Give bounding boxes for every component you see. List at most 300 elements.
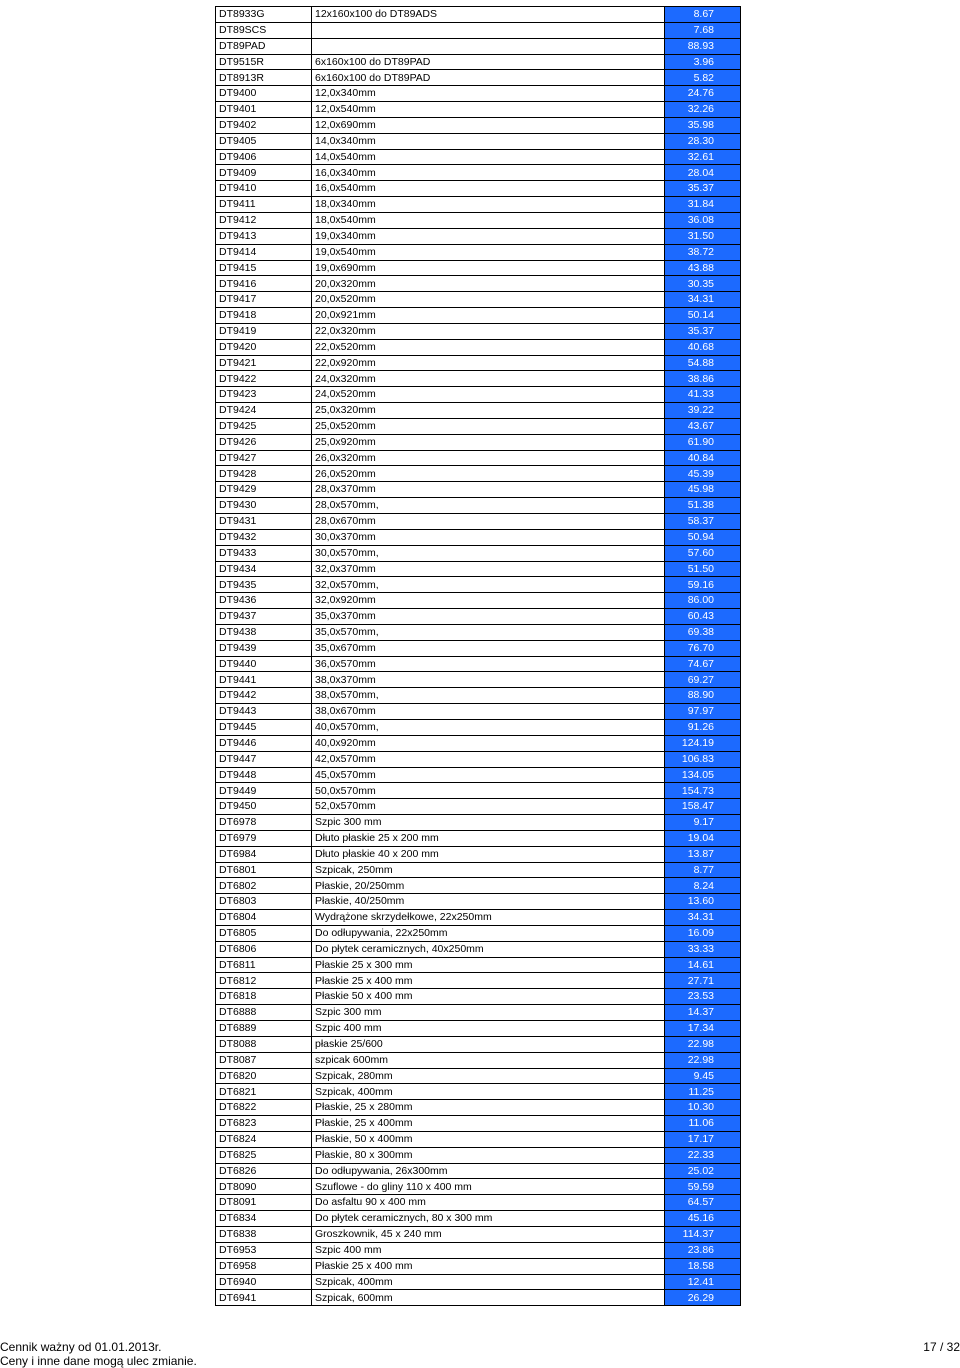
description-cell: 45,0x570mm [312,767,665,783]
product-code-cell: DT9442 [216,688,312,704]
price-cell: 16.09 [665,925,741,941]
product-code-cell: DT9433 [216,545,312,561]
price-cell: 22.98 [665,1052,741,1068]
table-row [216,688,741,704]
description-cell: Szpic 400 mm [312,1021,665,1037]
table-row [216,609,741,625]
product-code-cell: DT6825 [216,1147,312,1163]
description-cell: Szpicak, 280mm [312,1068,665,1084]
description-cell: 52,0x570mm [312,799,665,815]
description-cell: 32,0x370mm [312,561,665,577]
description-cell: Płaskie, 80 x 300mm [312,1147,665,1163]
table-row [216,973,741,989]
product-code-cell: DT9405 [216,133,312,149]
price-cell: 25.02 [665,1163,741,1179]
product-code-cell: DT9437 [216,609,312,625]
price-cell: 13.87 [665,846,741,862]
product-code-cell: DT6953 [216,1242,312,1258]
table-row [216,751,741,767]
product-code-cell: DT9423 [216,387,312,403]
product-code-cell: DT6806 [216,941,312,957]
product-code-cell: DT6958 [216,1258,312,1274]
product-code-cell: DT9449 [216,783,312,799]
table-row [216,7,741,23]
product-code-cell: DT6940 [216,1274,312,1290]
price-cell: 11.06 [665,1116,741,1132]
table-row [216,656,741,672]
table-row [216,1068,741,1084]
description-cell: Płaskie, 25 x 280mm [312,1100,665,1116]
description-cell: Wydrążone skrzydełkowe, 22x250mm [312,910,665,926]
table-row [216,228,741,244]
description-cell: 32,0x570mm, [312,577,665,593]
description-cell: 12,0x340mm [312,86,665,102]
price-cell: 50.94 [665,529,741,545]
table-row [216,561,741,577]
table-row [216,387,741,403]
price-cell: 33.33 [665,941,741,957]
product-code-cell: DT9401 [216,102,312,118]
description-cell: 22,0x920mm [312,355,665,371]
product-code-cell: DT9441 [216,672,312,688]
price-cell: 38.86 [665,371,741,387]
price-cell: 24.76 [665,86,741,102]
price-cell: 28.30 [665,133,741,149]
table-row [216,133,741,149]
price-cell: 8.67 [665,7,741,23]
description-cell: Płaskie, 50 x 400mm [312,1131,665,1147]
price-cell: 76.70 [665,640,741,656]
price-cell: 35.98 [665,117,741,133]
table-row [216,117,741,133]
description-cell: 28,0x370mm [312,482,665,498]
product-code-cell: DT9429 [216,482,312,498]
table-row [216,38,741,54]
description-cell: 22,0x520mm [312,339,665,355]
table-row [216,1131,741,1147]
table-row [216,418,741,434]
description-cell: 12x160x100 do DT89ADS [312,7,665,23]
product-code-cell: DT9413 [216,228,312,244]
description-cell: 38,0x370mm [312,672,665,688]
price-cell: 10.30 [665,1100,741,1116]
table-row [216,371,741,387]
table-row [216,434,741,450]
price-cell: 64.57 [665,1195,741,1211]
price-cell: 134.05 [665,767,741,783]
product-code-cell: DT9414 [216,244,312,260]
table-row [216,149,741,165]
description-cell: 6x160x100 do DT89PAD [312,54,665,70]
product-code-cell: DT6804 [216,910,312,926]
table-row [216,1226,741,1242]
price-cell: 60.43 [665,609,741,625]
description-cell: 19,0x540mm [312,244,665,260]
product-code-cell: DT9515R [216,54,312,70]
table-row [216,846,741,862]
price-cell: 69.38 [665,624,741,640]
product-code-cell: DT9439 [216,640,312,656]
description-cell: 16,0x540mm [312,181,665,197]
table-row [216,212,741,228]
description-cell: 42,0x570mm [312,751,665,767]
product-code-cell: DT9420 [216,339,312,355]
price-cell: 51.38 [665,498,741,514]
description-cell: Płaskie, 25 x 400mm [312,1116,665,1132]
product-code-cell: DT9431 [216,514,312,530]
table-row [216,1258,741,1274]
product-code-cell: DT9409 [216,165,312,181]
description-cell: 40,0x920mm [312,735,665,751]
table-row [216,862,741,878]
product-code-cell: DT6984 [216,846,312,862]
product-code-cell: DT6811 [216,957,312,973]
table-row [216,1179,741,1195]
price-cell: 32.26 [665,102,741,118]
description-cell: Szpic 300 mm [312,815,665,831]
footer-page-number: 17 / 32 [923,1340,960,1354]
table-row [216,957,741,973]
product-code-cell: DT8091 [216,1195,312,1211]
table-row [216,1163,741,1179]
price-cell: 7.68 [665,22,741,38]
table-row [216,1036,741,1052]
price-cell: 19.04 [665,830,741,846]
table-row [216,989,741,1005]
table-row [216,529,741,545]
table-row [216,1021,741,1037]
table-row [216,403,741,419]
description-cell: 32,0x920mm [312,593,665,609]
description-cell: 38,0x570mm, [312,688,665,704]
product-code-cell: DT9415 [216,260,312,276]
description-cell: 30,0x370mm [312,529,665,545]
table-row [216,640,741,656]
price-cell: 23.53 [665,989,741,1005]
price-cell: 74.67 [665,656,741,672]
price-cell: 3.96 [665,54,741,70]
price-cell: 13.60 [665,894,741,910]
description-cell: 40,0x570mm, [312,719,665,735]
table-row [216,1100,741,1116]
product-code-cell: DT6803 [216,894,312,910]
price-cell: 9.17 [665,815,741,831]
description-cell: Szpicak, 250mm [312,862,665,878]
table-row [216,181,741,197]
table-row [216,308,741,324]
product-code-cell: DT9450 [216,799,312,815]
product-code-cell: DT6812 [216,973,312,989]
product-code-cell: DT6822 [216,1100,312,1116]
product-code-cell: DT6821 [216,1084,312,1100]
table-row [216,1116,741,1132]
table-row [216,244,741,260]
price-cell: 43.88 [665,260,741,276]
table-row [216,767,741,783]
price-cell: 40.68 [665,339,741,355]
price-table [215,6,741,1306]
price-cell: 59.16 [665,577,741,593]
product-code-cell: DT9443 [216,704,312,720]
product-code-cell: DT6941 [216,1290,312,1306]
product-code-cell: DT6826 [216,1163,312,1179]
product-code-cell: DT6801 [216,862,312,878]
product-code-cell: DT6978 [216,815,312,831]
price-cell: 88.90 [665,688,741,704]
description-cell: Szpic 400 mm [312,1242,665,1258]
footer-disclaimer: Ceny i inne dane mogą ulec zmianie. [0,1354,197,1368]
description-cell: Szpic 300 mm [312,1005,665,1021]
table-row [216,197,741,213]
description-cell: 18,0x340mm [312,197,665,213]
description-cell: 24,0x520mm [312,387,665,403]
description-cell: 26,0x520mm [312,466,665,482]
price-cell: 17.17 [665,1131,741,1147]
product-code-cell: DT6834 [216,1211,312,1227]
product-code-cell: DT9430 [216,498,312,514]
description-cell: Dłuto płaskie 25 x 200 mm [312,830,665,846]
price-cell: 14.61 [665,957,741,973]
table-row [216,70,741,86]
table-row [216,830,741,846]
description-cell: Płaskie, 40/250mm [312,894,665,910]
product-code-cell: DT9419 [216,323,312,339]
product-code-cell: DT6818 [216,989,312,1005]
price-cell: 114.37 [665,1226,741,1242]
description-cell: Do płytek ceramicznych, 40x250mm [312,941,665,957]
description-cell: Dłuto płaskie 40 x 200 mm [312,846,665,862]
description-cell: 25,0x520mm [312,418,665,434]
product-code-cell: DT6824 [216,1131,312,1147]
description-cell: Do odłupywania, 26x300mm [312,1163,665,1179]
table-row [216,54,741,70]
description-cell: 36,0x570mm [312,656,665,672]
description-cell: Płaskie 50 x 400 mm [312,989,665,1005]
description-cell: 12,0x690mm [312,117,665,133]
price-cell: 39.22 [665,403,741,419]
table-row [216,799,741,815]
product-code-cell: DT9434 [216,561,312,577]
product-code-cell: DT6805 [216,925,312,941]
description-cell [312,38,665,54]
description-cell: 22,0x320mm [312,323,665,339]
product-code-cell: DT89SCS [216,22,312,38]
description-cell: Do płytek ceramicznych, 80 x 300 mm [312,1211,665,1227]
product-code-cell: DT9411 [216,197,312,213]
table-row [216,276,741,292]
description-cell: Szuflowe - do gliny 110 x 400 mm [312,1179,665,1195]
description-cell: Szpicak, 600mm [312,1290,665,1306]
table-row [216,86,741,102]
product-code-cell: DT9410 [216,181,312,197]
price-cell: 31.84 [665,197,741,213]
table-row [216,878,741,894]
price-cell: 30.35 [665,276,741,292]
price-cell: 54.88 [665,355,741,371]
price-cell: 26.29 [665,1290,741,1306]
price-cell: 61.90 [665,434,741,450]
description-cell: 14,0x340mm [312,133,665,149]
price-cell: 51.50 [665,561,741,577]
price-cell: 86.00 [665,593,741,609]
table-row [216,593,741,609]
description-cell: 16,0x340mm [312,165,665,181]
description-cell: Do odłupywania, 22x250mm [312,925,665,941]
product-code-cell: DT9412 [216,212,312,228]
product-code-cell: DT89PAD [216,38,312,54]
price-cell: 8.24 [665,878,741,894]
product-code-cell: DT9406 [216,149,312,165]
table-row [216,1274,741,1290]
product-code-cell: DT8088 [216,1036,312,1052]
description-cell: 28,0x570mm, [312,498,665,514]
description-cell: 38,0x670mm [312,704,665,720]
product-code-cell: DT9427 [216,450,312,466]
product-code-cell: DT8090 [216,1179,312,1195]
table-row [216,910,741,926]
description-cell: 20,0x921mm [312,308,665,324]
price-cell: 12.41 [665,1274,741,1290]
description-cell: 18,0x540mm [312,212,665,228]
product-code-cell: DT9426 [216,434,312,450]
price-cell: 22.33 [665,1147,741,1163]
description-cell: 19,0x340mm [312,228,665,244]
description-cell: 14,0x540mm [312,149,665,165]
description-cell: Płaskie 25 x 400 mm [312,973,665,989]
description-cell: 50,0x570mm [312,783,665,799]
table-row [216,941,741,957]
table-row [216,102,741,118]
price-cell: 18.58 [665,1258,741,1274]
price-cell: 106.83 [665,751,741,767]
table-row [216,783,741,799]
product-code-cell: DT9428 [216,466,312,482]
table-row [216,925,741,941]
table-row [216,450,741,466]
price-cell: 69.27 [665,672,741,688]
price-cell: 45.98 [665,482,741,498]
product-code-cell: DT6823 [216,1116,312,1132]
description-cell: płaskie 25/600 [312,1036,665,1052]
table-row [216,1005,741,1021]
product-code-cell: DT9436 [216,593,312,609]
product-code-cell: DT9446 [216,735,312,751]
price-cell: 22.98 [665,1036,741,1052]
description-cell: 6x160x100 do DT89PAD [312,70,665,86]
table-row [216,165,741,181]
table-row [216,466,741,482]
price-cell: 17.34 [665,1021,741,1037]
description-cell: szpicak 600mm [312,1052,665,1068]
price-cell: 8.77 [665,862,741,878]
product-code-cell: DT6888 [216,1005,312,1021]
price-cell: 88.93 [665,38,741,54]
description-cell: 35,0x370mm [312,609,665,625]
table-row [216,1211,741,1227]
description-cell: Szpicak, 400mm [312,1084,665,1100]
table-row [216,355,741,371]
description-cell: 30,0x570mm, [312,545,665,561]
table-row [216,624,741,640]
table-row [216,719,741,735]
table-row [216,735,741,751]
price-table-body [216,7,741,1306]
product-code-cell: DT8933G [216,7,312,23]
product-code-cell: DT9438 [216,624,312,640]
price-cell: 57.60 [665,545,741,561]
description-cell: 12,0x540mm [312,102,665,118]
table-row [216,292,741,308]
table-row [216,672,741,688]
table-row [216,323,741,339]
price-cell: 124.19 [665,735,741,751]
product-code-cell: DT9400 [216,86,312,102]
price-cell: 158.47 [665,799,741,815]
price-cell: 34.31 [665,910,741,926]
price-cell: 27.71 [665,973,741,989]
product-code-cell: DT9445 [216,719,312,735]
table-row [216,1052,741,1068]
description-cell: Płaskie 25 x 400 mm [312,1258,665,1274]
footer-validity: Cennik ważny od 01.01.2013r. [0,1340,162,1354]
price-cell: 35.37 [665,323,741,339]
product-code-cell: DT9432 [216,529,312,545]
product-code-cell: DT9447 [216,751,312,767]
table-row [216,704,741,720]
description-cell: 35,0x570mm, [312,624,665,640]
table-row [216,482,741,498]
product-code-cell: DT6979 [216,830,312,846]
price-cell: 154.73 [665,783,741,799]
table-row [216,1290,741,1306]
product-code-cell: DT9402 [216,117,312,133]
table-row [216,260,741,276]
table-row [216,577,741,593]
table-row [216,815,741,831]
table-row [216,498,741,514]
table-row [216,545,741,561]
product-code-cell: DT6838 [216,1226,312,1242]
description-cell: 26,0x320mm [312,450,665,466]
table-row [216,894,741,910]
product-code-cell: DT6889 [216,1021,312,1037]
price-cell: 97.97 [665,704,741,720]
table-row [216,1195,741,1211]
price-cell: 14.37 [665,1005,741,1021]
price-cell: 91.26 [665,719,741,735]
product-code-cell: DT6802 [216,878,312,894]
price-cell: 34.31 [665,292,741,308]
product-code-cell: DT9425 [216,418,312,434]
description-cell: Do asfaltu 90 x 400 mm [312,1195,665,1211]
table-row [216,339,741,355]
price-cell: 43.67 [665,418,741,434]
price-cell: 28.04 [665,165,741,181]
description-cell: 28,0x670mm [312,514,665,530]
product-code-cell: DT9418 [216,308,312,324]
product-code-cell: DT8087 [216,1052,312,1068]
price-cell: 59.59 [665,1179,741,1195]
product-code-cell: DT8913R [216,70,312,86]
product-code-cell: DT6820 [216,1068,312,1084]
description-cell: 24,0x320mm [312,371,665,387]
table-row [216,22,741,38]
price-cell: 32.61 [665,149,741,165]
price-cell: 38.72 [665,244,741,260]
description-cell: Groszkownik, 45 x 240 mm [312,1226,665,1242]
price-cell: 50.14 [665,308,741,324]
product-code-cell: DT9448 [216,767,312,783]
